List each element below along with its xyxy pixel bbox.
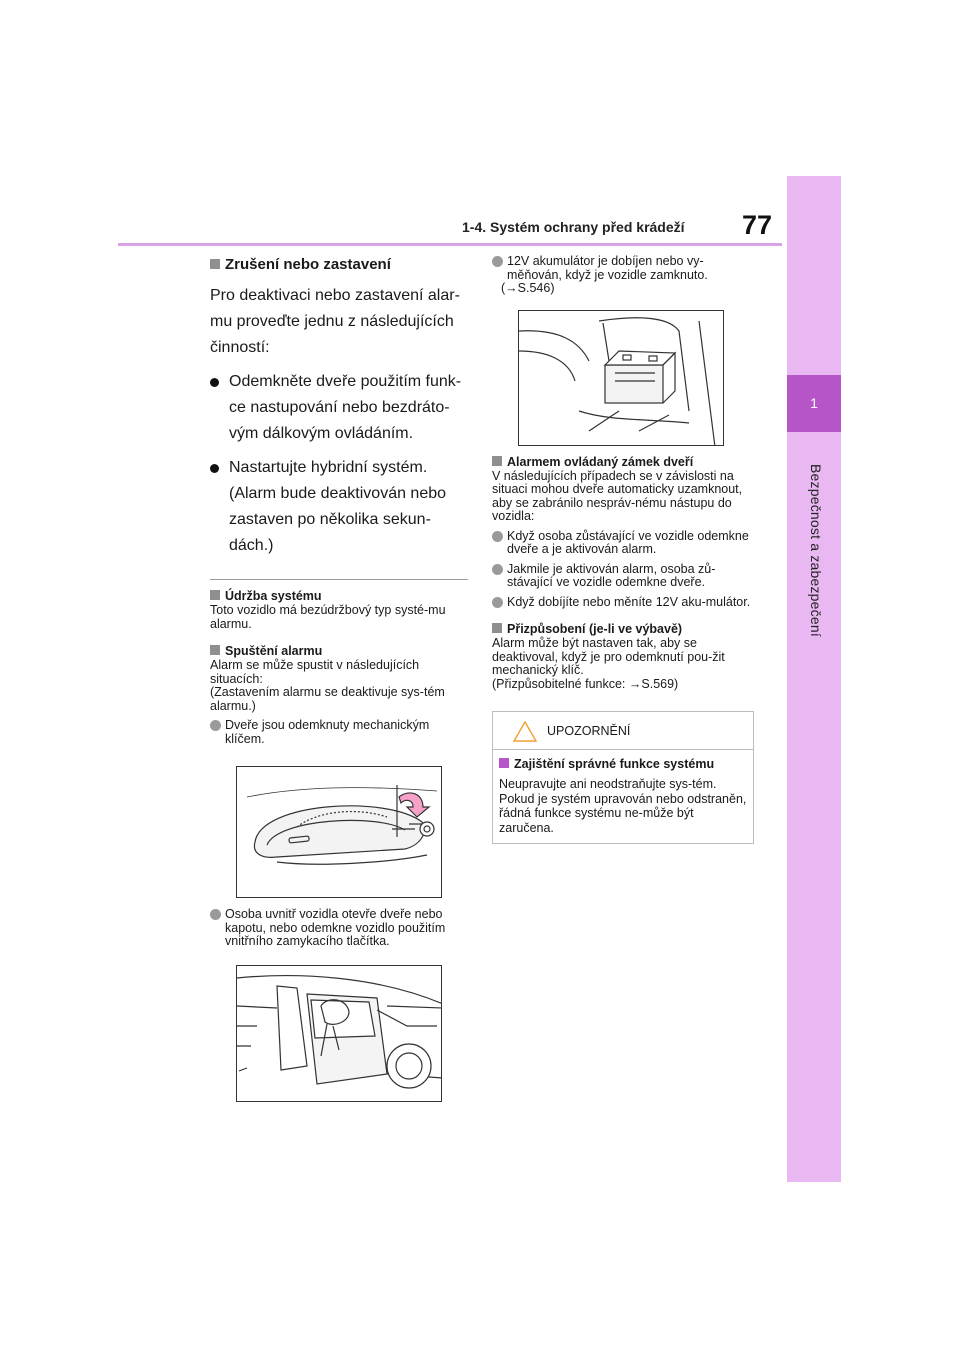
trigger-text: Alarm se může spustit v následujících situacích: — [210, 658, 420, 686]
side-tab-top — [787, 176, 841, 375]
chapter-number-tab: 1 — [787, 375, 841, 432]
trigger-note: (Zastavením alarmu se deaktivuje sys-tém alarmu.) — [210, 685, 445, 713]
warning-label: UPOZORNĚNÍ — [547, 724, 631, 738]
door-lock-text: V následujících případech se v závislosti na situaci mohou dveře automaticky uzamknout, aby se zabránilo nespráv-nému nástupu do vozidla: — [492, 468, 743, 523]
list-item: Když osoba zůstávající ve vozidle odemkne dveře a je aktivován alarm. — [492, 530, 754, 557]
header-rule — [118, 243, 782, 246]
square-bullet-icon — [210, 590, 220, 600]
door-handle-key-svg — [237, 767, 442, 898]
gray-dot-icon — [492, 531, 503, 542]
black-dot-icon — [210, 378, 219, 387]
main-text: Pro deaktivaci nebo zastavení alar-mu proveďte jednu z následujících činností: — [210, 287, 460, 356]
battery-svg — [519, 311, 724, 446]
section-title: 1-4. Systém ochrany před krádeží — [462, 219, 685, 235]
battery-reference: (→S.546) — [501, 281, 555, 295]
door-handle-key-illustration — [236, 766, 442, 898]
warning-text: Neupravujte ani neodstraňujte sys-tém. Pokud je systém upravován nebo odstraněn, řádná funkce systému ne-může být zaručena. — [499, 777, 747, 835]
chapter-title: Bezpečnost a zabezpečení — [808, 464, 824, 637]
section-divider — [210, 579, 468, 580]
warning-triangle-icon — [513, 721, 537, 742]
gray-dot-icon — [492, 597, 503, 608]
list-item: Když dobíjíte nebo měníte 12V aku-mulátor. — [492, 596, 754, 610]
maintenance-text: Toto vozidlo má bezúdržbový typ systé-mu alarmu. — [210, 603, 446, 631]
gray-dot-icon — [492, 256, 503, 267]
list-item: Nastartujte hybridní systém. (Alarm bude deaktivován nebo zastaven po několika sekun-dách.) — [210, 455, 468, 559]
customization-text: Alarm může být nastaven tak, aby se deaktivoval, když je pro odemknutí pou-žit mechanický klíč. — [492, 636, 725, 677]
door-lock-heading: Alarmem ovládaný zámek dveří — [492, 454, 754, 470]
warning-body — [493, 750, 753, 843]
warning-heading: Zajištění správné funkce systému — [499, 756, 747, 772]
battery-illustration — [518, 310, 724, 446]
page-number: 77 — [742, 210, 773, 240]
customization-reference: (Přizpůsobitelné funkce: →S.569) — [492, 676, 679, 691]
customization-heading: Přizpůsobení (je-li ve výbavě) — [492, 621, 754, 637]
list-item: Dveře jsou odemknuty mechanickým klíčem. — [210, 719, 468, 746]
car-door-svg — [237, 966, 442, 1102]
main-heading: Zrušení nebo zastavení — [210, 256, 468, 273]
gray-dot-icon — [210, 909, 221, 920]
square-bullet-icon — [492, 623, 502, 633]
list-item: Osoba uvnitř vozidla otevře dveře nebo kapotu, nebo odemkne vozidlo použitím vnitřního zamykacího tlačítka. — [210, 908, 468, 949]
person-opening-door-illustration — [236, 965, 442, 1102]
warning-header — [493, 712, 753, 750]
list-item: Jakmile je aktivován alarm, osoba zů-stávající ve vozidle odemkne dveře. — [492, 563, 754, 590]
gray-dot-icon — [210, 720, 221, 731]
trigger-heading: Spuštění alarmu — [210, 643, 468, 659]
warning-box — [492, 711, 754, 844]
square-bullet-icon — [210, 259, 220, 269]
black-dot-icon — [210, 464, 219, 473]
square-bullet-icon — [499, 758, 509, 768]
list-item: Odemkněte dveře použitím funk-ce nastupování nebo bezdráto-vým dálkovým ovládáním. — [210, 369, 468, 447]
right-column — [492, 255, 754, 844]
square-bullet-icon — [492, 456, 502, 466]
square-bullet-icon — [210, 645, 220, 655]
gray-dot-icon — [492, 564, 503, 575]
left-column — [210, 256, 468, 1102]
maintenance-heading: Údržba systému — [210, 588, 468, 604]
list-item: 12V akumulátor je dobíjen nebo vy-měňován, když je vozidle zamknuto. — [492, 255, 754, 282]
